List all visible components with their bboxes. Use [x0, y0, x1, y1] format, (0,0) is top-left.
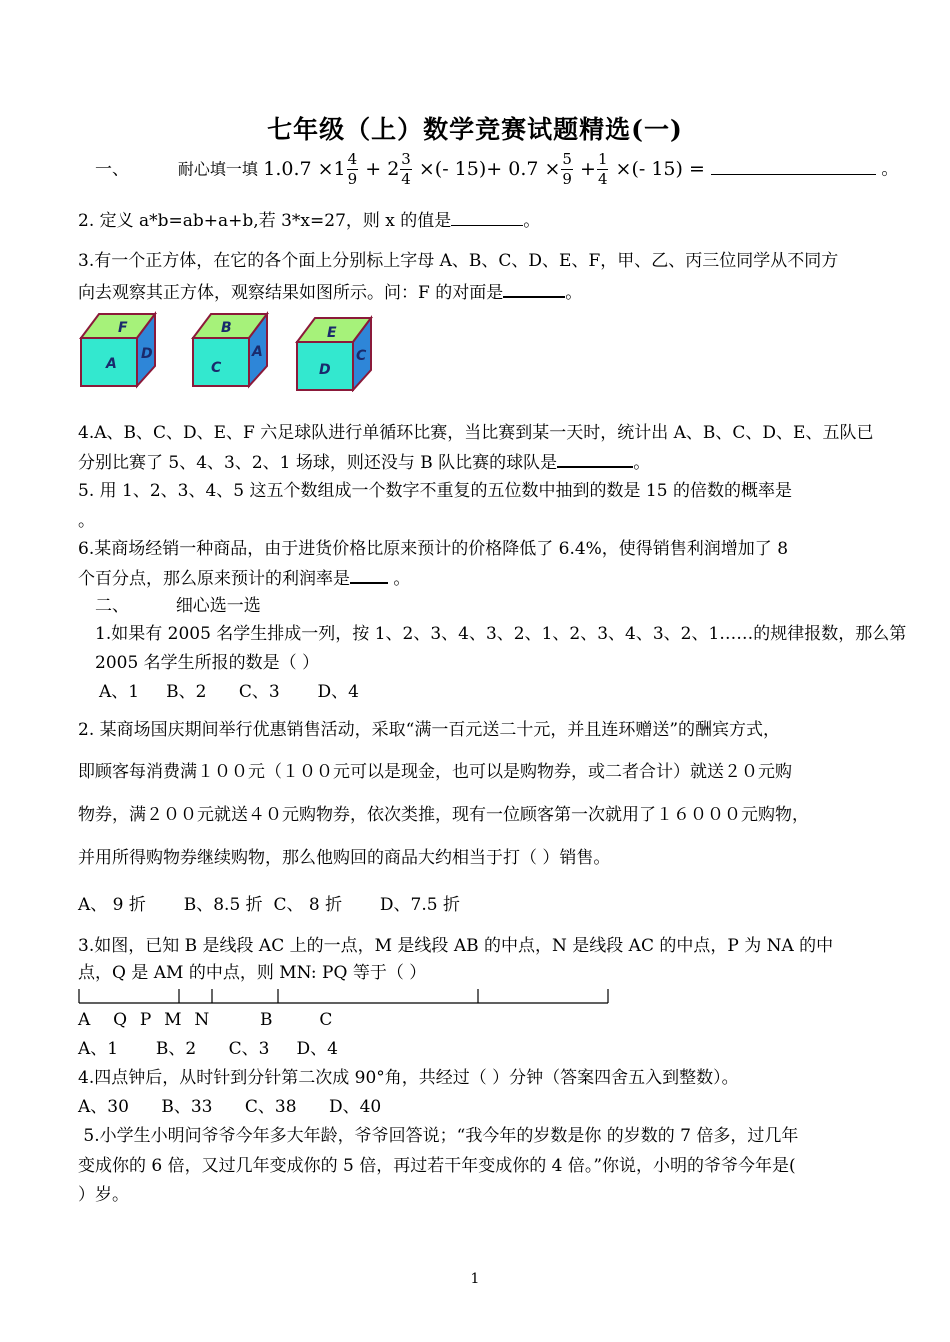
cube-2-side-letter: A [252, 344, 263, 360]
section1-label: 一、 [95, 159, 129, 180]
point-c: C [319, 1010, 333, 1030]
cube-2-front-letter: C [211, 360, 222, 376]
cube-3-top-letter: E [327, 325, 337, 341]
cube-3-front-letter: D [319, 362, 331, 378]
s2-q3-line1: 3.如图，已知 B 是线段 AC 上的一点，M 是线段 AB 的中点，N 是线段 AC 的中点，P 为 NA 的中 [78, 936, 834, 956]
cube-2-top-letter: B [221, 320, 232, 336]
cube-1-side-letter: D [141, 346, 153, 362]
cube-1-top-letter: F [118, 320, 128, 336]
section2-heading: 细心选一选 [175, 596, 261, 616]
q4-answer-blank[interactable] [557, 466, 633, 468]
s2-q2-line1: 2. 某商场国庆期间举行优惠销售活动，采取“满一百元送二十元，并且连环赠送”的酬宾方式， [78, 720, 781, 740]
s2-q2-options: A、 9 折 B、8.5 折 C、 8 折 D、7.5 折 [78, 895, 460, 915]
s2-q3-options: A、1 B、2 C、3 D、4 [78, 1039, 338, 1059]
point-m: M [164, 1010, 182, 1030]
cube-1-front-letter: A [106, 356, 117, 372]
point-p: P [139, 1010, 152, 1030]
point-q: Q [113, 1010, 128, 1030]
point-b: B [260, 1010, 273, 1030]
s2-q1-options: A、1 B、2 C、3 D、4 [99, 682, 359, 702]
q3-line2: 向去观察其正方体，观察结果如图所示。问：F 的对面是 。 [78, 283, 583, 303]
cubes-figure [75, 310, 385, 392]
s2-q5-line2: 变成你的 6 倍，又过几年变成你的 5 倍，再过若干年变成你的 4 倍。”你说，小明的爷爷今年是( [78, 1156, 796, 1176]
s2-q2-line4: 并用所得购物券继续购物，那么他购回的商品大约相当于打（ ）销售。 [78, 848, 611, 868]
section1-header: 一、 耐心填一填 1.0.7 ×1 $\frac{4}{9}$ + 2 $\frac{3}{4}$ ×(- 15)+ 0.7 × $\frac{5}{9}$ + $\frac{1}{4}$ ×(- 15) = 。 [95, 150, 899, 188]
q2-text: 2. 定义 a*b=ab+a+b,若 3*x=27，则 x 的值是 。 [78, 211, 541, 231]
section2-label: 二、 [95, 596, 129, 616]
q6-line1: 6.某商场经销一种商品，由于进货价格比原来预计的价格降低了 6.4%，使得销售利润增加了 8 [78, 539, 789, 559]
q2-answer-blank[interactable] [451, 225, 523, 226]
page-title: 七年级（上）数学竞赛试题精选(一) [267, 115, 683, 144]
s2-q2-line3: 物券，满２００元就送４０元购物券，依次类推，现有一位顾客第一次就用了１６０００元购物， [78, 805, 809, 825]
page-number: 1 [470, 1271, 480, 1287]
point-n: N [194, 1010, 210, 1030]
cube-3-side-letter: C [356, 348, 367, 364]
s2-q5-line1: 5.小学生小明问爷爷今年多大年龄，爷爷回答说；“我今年的岁数是你 的岁数的 7 倍多，过几年 [78, 1126, 799, 1146]
q3-line1: 3.有一个正方体，在它的各个面上分别标上字母 A、B、C、D、E、F，甲、乙、丙三位同学从不同方 [78, 251, 839, 271]
s2-q1-line2: 2005 名学生所报的数是（ ） [95, 653, 320, 673]
s2-q1-line1: 1.如果有 2005 名学生排成一列，按 1、2、3、4、3、2、1、2、3、4、3、2、1……的规律报数，那么第 [95, 624, 907, 644]
q3-answer-blank[interactable] [503, 296, 565, 298]
s2-q4-line1: 4.四点钟后，从时针到分针第二次成 90°角，共经过（ ）分钟（答案四舍五入到整数）。 [78, 1068, 739, 1088]
q4-line2: 分别比赛了 5、4、3、2、1 场球，则还没与 B 队比赛的球队是 。 [78, 453, 651, 473]
q6-answer-blank[interactable] [350, 582, 388, 584]
q1-answer-blank[interactable] [711, 174, 876, 175]
point-a: A [78, 1010, 91, 1030]
q1-expression: 1.0.7 ×1 $\frac{4}{9}$ + 2 $\frac{3}{4}$ ×(- 15)+ 0.7 × $\frac{5}{9}$ + $\frac{1}{4}$ ×(- 15) = [263, 150, 705, 188]
s2-q4-options: A、30 B、33 C、38 D、40 [78, 1097, 382, 1117]
section1-heading: 耐心填一填 [177, 159, 258, 179]
cube-3 [297, 318, 371, 390]
s2-q5-line3: ）岁。 [78, 1185, 129, 1205]
cube-1 [81, 314, 155, 386]
cube-2 [193, 314, 267, 386]
q6-line2: 个百分点，那么原来预计的利润率是 。 [78, 569, 411, 589]
s2-q3-line2: 点，Q 是 AM 的中点，则 MN: PQ 等于（ ） [78, 963, 427, 983]
q4-line1: 4.A、B、C、D、E、F 六足球队进行单循环比赛，当比赛到某一天时，统计出 A、B、C、D、E、五队已 [78, 423, 874, 443]
s2-q2-line2: 即顾客每消费满１００元（１００元可以是现金，也可以是购物券，或二者合计）就送２０元购 [78, 762, 792, 782]
q5-line1: 5. 用 1、2、3、4、5 这五个数组成一个数字不重复的五位数中抽到的数是 15 的倍数的概率是 [78, 481, 792, 501]
q5-line2: 。 [78, 511, 95, 531]
